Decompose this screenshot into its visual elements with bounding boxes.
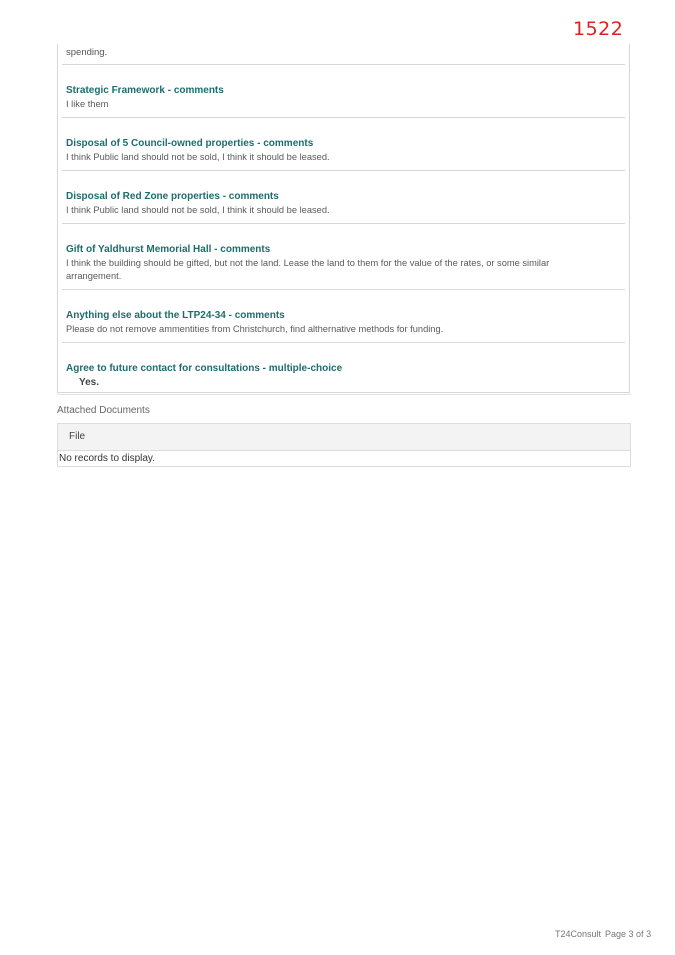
continuation-text: spending.	[62, 44, 625, 65]
question-answer-choice: Yes.	[79, 377, 100, 388]
footer-app-name: T24Consult	[555, 929, 602, 939]
attached-documents-title: Attached Documents	[57, 405, 150, 416]
question-title: Disposal of 5 Council-owned properties - comments	[66, 138, 314, 149]
question-future-contact	[62, 343, 625, 392]
question-answer: I think Public land should not be sold, I think it should be leased.	[66, 152, 330, 162]
question-answer: I like them	[66, 99, 109, 109]
question-disposal-red-zone	[62, 171, 625, 224]
empty-records-message: No records to display.	[59, 453, 155, 464]
footer-page-label: Page 3 of 3	[605, 929, 652, 939]
section-divider	[57, 394, 631, 395]
attached-documents-table	[57, 423, 631, 467]
responses-panel	[57, 44, 630, 393]
page-number: 1522	[573, 18, 624, 40]
page-footer	[555, 929, 655, 939]
question-yaldhurst-hall	[62, 224, 625, 290]
question-answer: I think the building should be gifted, but not the land. Lease the land to them for the value of the rates, or some similar arrangement.	[66, 258, 550, 281]
question-title: Disposal of Red Zone properties - comments	[66, 191, 279, 202]
question-title: Strategic Framework - comments	[66, 85, 224, 96]
question-disposal-council-properties	[62, 118, 625, 171]
question-answer: Please do not remove ammentities from Christchurch, find althernative methods for funding.	[66, 324, 444, 334]
question-title: Agree to future contact for consultations - multiple-choice	[66, 363, 343, 374]
file-column-header[interactable]: File	[58, 424, 630, 451]
question-strategic-framework	[62, 65, 625, 118]
question-title: Anything else about the LTP24-34 - comments	[66, 310, 285, 321]
question-answer: I think Public land should not be sold, I think it should be leased.	[66, 205, 330, 215]
question-anything-else	[62, 290, 625, 343]
question-title: Gift of Yaldhurst Memorial Hall - comments	[66, 244, 271, 255]
